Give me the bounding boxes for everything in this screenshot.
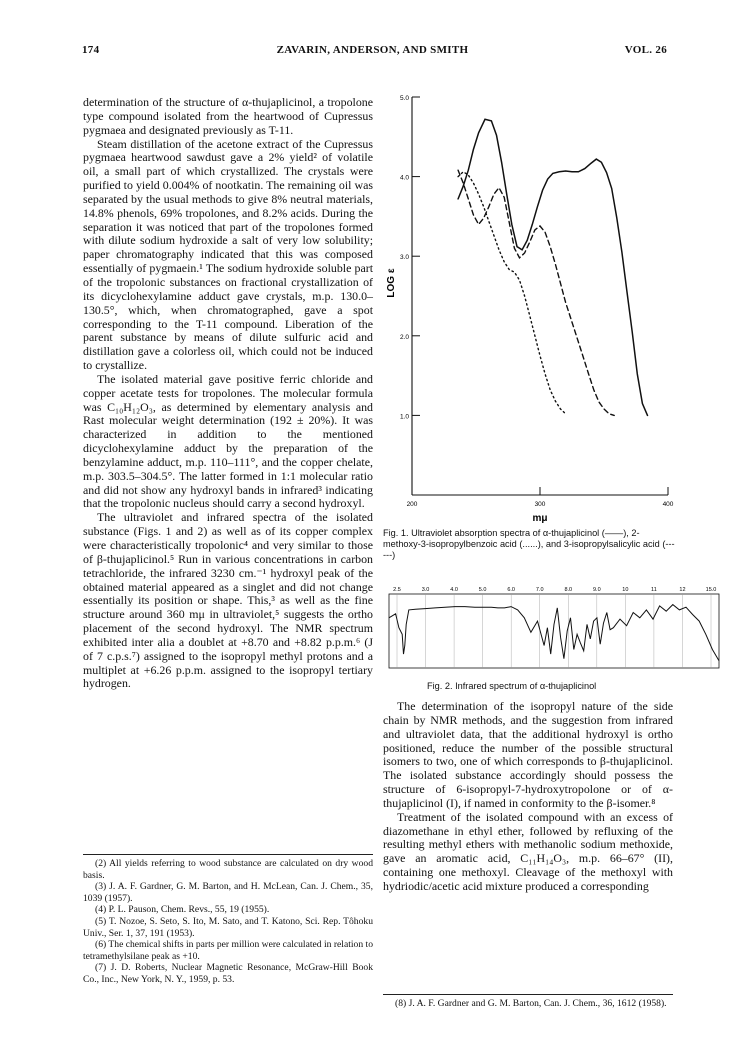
top-tick-label: 15.0 (705, 587, 717, 593)
running-header-authors: ZAVARIN, ANDERSON, AND SMITH (276, 44, 469, 56)
page-number: 174 (82, 44, 100, 56)
footnote: (7) J. D. Roberts, Nuclear Magnetic Resonance, McGraw-Hill Book Co., Inc., New York, N. Y., 1959, p. 53. (83, 962, 373, 985)
figure-2-caption: Fig. 2. Infrared spectrum of α-thujaplicinol (427, 681, 597, 691)
y-tick-label: 5.0 (399, 95, 409, 102)
series-line-solid (458, 119, 647, 415)
y-tick-label: 3.0 (399, 254, 409, 262)
series-line-dashed (458, 170, 614, 415)
top-tick-label: 6.0 (507, 587, 516, 593)
left-column (83, 96, 373, 691)
figure-1-caption: Fig. 1. Ultraviolet absorption spectra of α-thujaplicinol (——), 2-methoxy-3-isopropylbenzoic acid (......), and 3-isopropylsalicylic acid (------) (383, 528, 675, 560)
uv-spectrum-chart (380, 95, 710, 525)
ir-trace (389, 605, 719, 661)
top-tick-label: 5.0 (478, 587, 487, 593)
paragraph: Steam distillation of the acetone extract of the Cupressus pygmaea heartwood sawdust gave a 2% yield² of volatile oil, a small part of which crystallized. The crystals were purified to yield 0.004% of nootkatin. The remaining oil was separated by the usual methods to give 8% neutral materials, 14.8% phenols, 69% tropolones, and 8.2% acids. During the separation it was noticed that part of the tropolones formed with dilute sodium hydroxide a salt of very low solubility; paper chromatography indicated that this was composed essentially of pygmaein.¹ The sodium hydroxide soluble part of the tropolonic substances on fractional crystallization of its dicyclohexylamine adduct gave crystals, m.p. 130.0–130.5°, which, when chromatographed, gave a spot corresponding to the T-11 compound. Liberation of the parent substance by means of dilute sulfuric acid and distillation gave a colorless oil, which could not be induced to crystallize. (83, 136, 373, 373)
paragraph: The ultraviolet and infrared spectra of the isolated substance (Figs. 1 and 2) as well as of its copper complex were characteristically tropolonic⁴ and very similar to those of β-thujaplicinol.⁵ Run in various concentrations in carbon tetrachloride, the infrared 3230 cm.⁻¹ hydroxyl peak of the obtained material appeared as a singlet and did not change essentially its position or shape. This,³ as well as the fine structure around 360 mμ in ultraviolet,⁵ suggests the ortho placement of the second hydroxyl. The NMR spectrum exhibited inter alia a doublet at +8.70 and +8.82 p.p.m.⁶ (J of 7 c.p.s.⁷) assigned to the isopropyl methyl protons and a multiplet at +6.26 p.p.m. assigned to the isopropyl tertiary hydrogen. (83, 510, 373, 691)
footnote: (6) The chemical shifts in parts per million were calculated in relation to tetramethylsilane peak as +10. (83, 939, 373, 962)
right-column (383, 700, 673, 894)
y-tick-label: 1.0 (399, 413, 409, 421)
footnote: (5) T. Nozoe, S. Seto, S. Ito, M. Sato, and T. Katono, Sci. Rep. Tôhoku Univ., Ser. 1, 37, 191 (1953). (83, 915, 373, 939)
paragraph: determination of the structure of α-thujaplicinol, a tropolone type compound isolated from the heartwood of Cupressus pygmaea and designated previously as T-11. (83, 95, 373, 137)
paragraph: Treatment of the isolated compound with an excess of diazomethane in ethyl ether, followed by refluxing of the resulting methyl ethers with methanolic sodium methoxide, gave an aromatic acid, C₁₁H₁₄O₃, m.p. 66–67° (II), containing one methoxyl. Cleavage of the methoxyl with hydriodic/acetic acid mixture produced a corresponding (383, 809, 673, 893)
x-tick-label: 300 (534, 501, 546, 508)
footnotes-left (83, 854, 373, 986)
top-tick-label: 12 (679, 587, 686, 593)
plot-frame (389, 594, 719, 668)
footnote: (4) P. L. Pauson, Chem. Revs., 55, 19 (1955). (95, 904, 270, 916)
footnote: (3) J. A. F. Gardner, G. M. Barton, and H. McLean, Can. J. Chem., 35, 1039 (1957). (83, 881, 373, 904)
footnotes-right (383, 994, 673, 1010)
x-tick-label: 400 (662, 501, 674, 508)
x-tick-label: 200 (406, 501, 418, 508)
top-tick-label: 9.0 (592, 587, 601, 593)
top-tick-label: 11 (651, 587, 657, 593)
top-tick-label: 7.0 (535, 587, 544, 593)
paragraph: The isolated material gave positive ferric chloride and copper acetate tests for tropolones. The molecular formula was C₁₀H₁₂O₃, as determined by elementary analysis and Rast molecular weight determination (192 ± 20%). It was characterized in addition to the mentioned dicyclohexylamine adduct by the preparation of the benzylamine adduct, m.p. 110–111°, and the copper chelate, m.p. 303.5–304.5°. The latter formed in 1:1 molecular ratio and did not show any hydroxyl bands in infrared³ indicating that the tropolonic nucleus should carry a second hydroxyl. (83, 371, 373, 511)
y-tick-label: 2.0 (399, 333, 409, 341)
y-axis-label: LOG ε (386, 268, 397, 298)
x-axis-label: mμ (532, 513, 548, 524)
y-tick-label: 4.0 (399, 174, 409, 182)
footnote: (2) All yields referring to wood substance are calculated on dry wood basis. (83, 858, 373, 881)
paragraph: The determination of the isopropyl nature of the side chain by NMR methods, and the suggestion from infrared and ultraviolet data, that the additional hydroxyl is ortho positioned, reduce the number of the possible structural isomers to two, one of which corresponds to β-thujaplicinol. The isolated substance accordingly should possess the structure of 6-isopropyl-7-hydroxytropolone or of α-thujaplicinol (I), if named in conformity to the β-isomer.⁸ (383, 699, 673, 810)
series-line-dotted (458, 172, 565, 414)
top-tick-label: 4.0 (450, 587, 458, 593)
volume-label: VOL. 26 (624, 44, 667, 56)
top-tick-label: 8.0 (564, 587, 573, 593)
top-tick-label: 10 (622, 587, 629, 593)
footnote: (8) J. A. F. Gardner and G. M. Barton, Can. J. Chem., 36, 1612 (1958). (395, 998, 667, 1009)
top-tick-label: 3.0 (421, 587, 430, 593)
ir-spectrum-chart (385, 582, 725, 674)
top-tick-label: 2.5 (393, 587, 401, 593)
